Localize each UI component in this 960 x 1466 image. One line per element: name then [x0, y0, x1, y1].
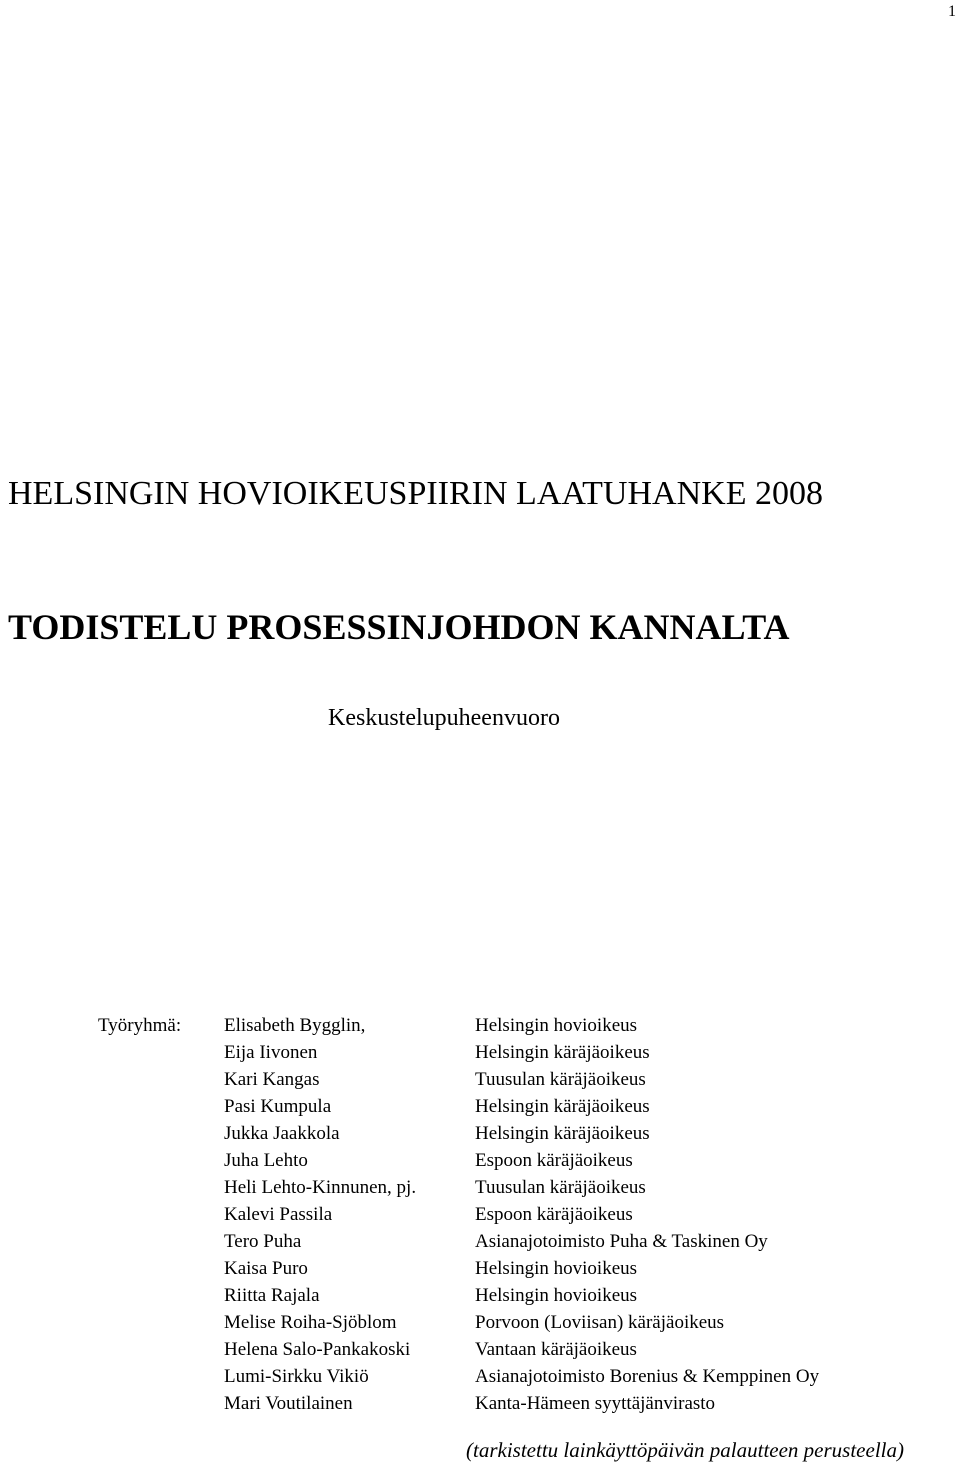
member-name: Riitta Rajala: [224, 1285, 320, 1306]
member-row: [224, 1228, 819, 1255]
member-name: Kaisa Puro: [224, 1258, 308, 1279]
member-name: Heli Lehto-Kinnunen, pj.: [224, 1177, 417, 1198]
member-row: [224, 1282, 819, 1309]
working-group-label: Työryhmä:: [98, 1015, 182, 1036]
member-organization: Helsingin käräjäoikeus: [475, 1042, 650, 1063]
member-name: Kalevi Passila: [224, 1204, 333, 1225]
member-name: Mari Voutilainen: [224, 1393, 353, 1414]
member-row: [224, 1093, 819, 1120]
working-group-members: [224, 1012, 819, 1417]
page-number: 1: [948, 3, 956, 20]
member-name: Melise Roiha-Sjöblom: [224, 1312, 397, 1333]
member-organization: Helsingin käräjäoikeus: [475, 1123, 650, 1144]
member-row: [224, 1255, 819, 1282]
member-organization: Vantaan käräjäoikeus: [475, 1339, 637, 1360]
member-organization: Kanta-Hämeen syyttäjänvirasto: [475, 1393, 716, 1414]
member-organization: Espoon käräjäoikeus: [475, 1204, 633, 1225]
member-row: [224, 1120, 819, 1147]
document-title: HELSINGIN HOVIOIKEUSPIIRIN LAATUHANKE 2008: [8, 475, 823, 512]
member-organization: Asianajotoimisto Puha & Taskinen Oy: [475, 1231, 768, 1252]
member-organization: Helsingin käräjäoikeus: [475, 1096, 650, 1117]
member-organization: Tuusulan käräjäoikeus: [475, 1069, 646, 1090]
member-organization: Asianajotoimisto Borenius & Kemppinen Oy: [475, 1366, 820, 1387]
document-type: Keskustelupuheenvuoro: [328, 705, 560, 731]
member-name: Tero Puha: [224, 1231, 302, 1252]
member-row: [224, 1363, 819, 1390]
document-subtitle: TODISTELU PROSESSINJOHDON KANNALTA: [8, 607, 790, 647]
member-name: Pasi Kumpula: [224, 1096, 332, 1117]
member-organization: Tuusulan käräjäoikeus: [475, 1177, 646, 1198]
member-organization: Helsingin hovioikeus: [475, 1015, 638, 1036]
member-row: [224, 1012, 819, 1039]
member-name: Lumi-Sirkku Vikiö: [224, 1366, 369, 1387]
member-organization: Porvoon (Loviisan) käräjäoikeus: [475, 1312, 725, 1333]
member-organization: Helsingin hovioikeus: [475, 1258, 638, 1279]
member-row: [224, 1147, 819, 1174]
member-row: [224, 1174, 819, 1201]
member-name: Helena Salo-Pankakoski: [224, 1339, 411, 1360]
member-row: [224, 1201, 819, 1228]
member-row: [224, 1309, 819, 1336]
member-name: Eija Iivonen: [224, 1042, 318, 1063]
member-organization: Helsingin hovioikeus: [475, 1285, 638, 1306]
member-name: Jukka Jaakkola: [224, 1123, 340, 1144]
member-row: [224, 1066, 819, 1093]
member-row: [224, 1336, 819, 1363]
member-name: Juha Lehto: [224, 1150, 308, 1171]
member-name: Kari Kangas: [224, 1069, 320, 1090]
revision-note: (tarkistettu lainkäyttöpäivän palautteen perusteella): [466, 1438, 904, 1462]
member-name: Elisabeth Bygglin,: [224, 1015, 366, 1036]
member-row: [224, 1039, 819, 1066]
member-row: [224, 1390, 819, 1417]
member-organization: Espoon käräjäoikeus: [475, 1150, 633, 1171]
